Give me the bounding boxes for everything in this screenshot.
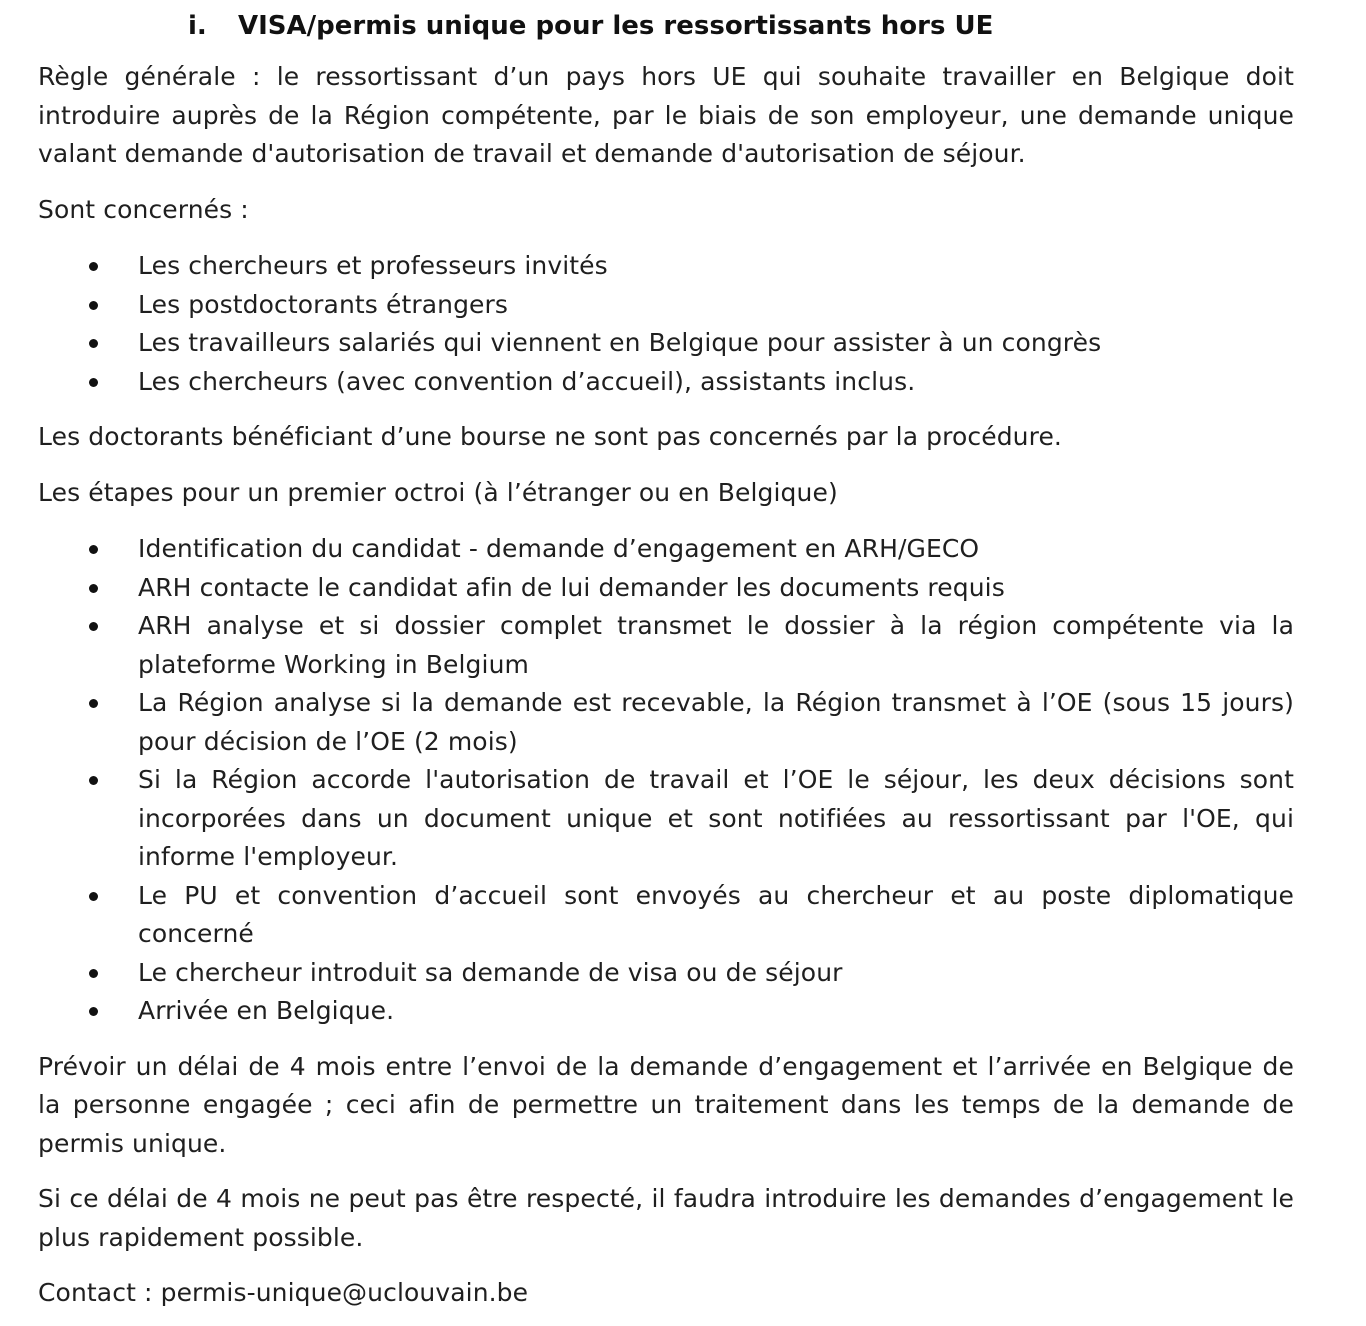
step-item bbox=[38, 992, 1294, 1031]
concerned-item-text: Les chercheurs et professeurs invités bbox=[138, 251, 608, 280]
step-item bbox=[38, 530, 1294, 569]
step-text: ARH contacte le candidat afin de lui demander les documents requis bbox=[138, 572, 1005, 602]
concerned-item bbox=[38, 324, 1294, 363]
section-title: VISA/permis unique pour les ressortissants hors UE bbox=[238, 11, 994, 41]
steps-label: Les étapes pour un premier octroi (à l’étranger ou en Belgique) bbox=[38, 477, 838, 507]
bullet-icon bbox=[89, 301, 98, 310]
bullet-icon bbox=[89, 892, 98, 901]
section-heading bbox=[188, 6, 1294, 46]
concerned-item bbox=[38, 363, 1294, 402]
step-text: Le PU et convention d’accueil sont envoyés au chercheur et au poste diplomatique concerné bbox=[138, 880, 1294, 948]
step-item bbox=[38, 684, 1294, 761]
concerned-label: Sont concernés : bbox=[38, 194, 249, 224]
concerned-item-text: Les chercheurs (avec convention d’accueil), assistants inclus. bbox=[138, 366, 916, 396]
step-item bbox=[38, 569, 1294, 608]
step-item bbox=[38, 761, 1294, 877]
step-item bbox=[38, 877, 1294, 954]
bullet-icon bbox=[89, 776, 98, 785]
bullet-icon bbox=[89, 584, 98, 593]
step-text: Si la Région accorde l'autorisation de travail et l’OE le séjour, les deux décisions sont incorporées dans un document unique et sont notifiées au ressortissant par l'OE, qui informe l'employeur. bbox=[138, 765, 1294, 871]
bullet-icon bbox=[89, 969, 98, 978]
bullet-icon bbox=[89, 339, 98, 348]
step-text: Le chercheur introduit sa demande de visa ou de séjour bbox=[138, 957, 843, 987]
steps-list bbox=[38, 530, 1294, 1031]
intro-paragraph: Règle générale : le ressortissant d’un pays hors UE qui souhaite travailler en Belgique doit introduire auprès de la Région compétente, par le biais de son employeur, une demande unique valant demande d'autorisation de travail et demande d'autorisation de séjour. bbox=[38, 62, 1294, 168]
step-text: La Région analyse si la demande est recevable, la Région transmet à l’OE (sous 15 jours) pour décision de l’OE (2 mois) bbox=[138, 688, 1294, 756]
bullet-icon bbox=[89, 622, 98, 631]
contact-email-link[interactable]: permis-unique@uclouvain.be bbox=[160, 1278, 529, 1307]
concerned-list bbox=[38, 247, 1294, 401]
delay-fallback-paragraph: Si ce délai de 4 mois ne peut pas être respecté, il faudra introduire les demandes d’engagement le plus rapidement possible. bbox=[38, 1184, 1294, 1252]
section-number: i. bbox=[188, 11, 207, 41]
bullet-icon bbox=[89, 378, 98, 387]
exclusion-paragraph: Les doctorants bénéficiant d’une bourse ne sont pas concernés par la procédure. bbox=[38, 422, 1062, 451]
step-item bbox=[38, 607, 1294, 684]
contact-line bbox=[38, 1274, 1294, 1313]
step-text: Arrivée en Belgique. bbox=[138, 996, 395, 1025]
bullet-icon bbox=[89, 1007, 98, 1016]
concerned-item bbox=[38, 286, 1294, 325]
contact-label: Contact : bbox=[38, 1278, 153, 1307]
step-text: Identification du candidat - demande d’engagement en ARH/GECO bbox=[138, 534, 980, 563]
bullet-icon bbox=[89, 545, 98, 554]
concerned-item-text: Les travailleurs salariés qui viennent en Belgique pour assister à un congrès bbox=[138, 328, 1102, 357]
step-item bbox=[38, 954, 1294, 993]
step-text: ARH analyse et si dossier complet transmet le dossier à la région compétente via la plateforme Working in Belgium bbox=[138, 611, 1294, 679]
bullet-icon bbox=[89, 699, 98, 708]
bullet-icon bbox=[89, 262, 98, 271]
delay-paragraph: Prévoir un délai de 4 mois entre l’envoi de la demande d’engagement et l’arrivée en Belgique de la personne engagée ; ceci afin de permettre un traitement dans les temps de la demande de permis unique. bbox=[38, 1051, 1294, 1158]
concerned-item-text: Les postdoctorants étrangers bbox=[138, 289, 509, 319]
concerned-item bbox=[38, 247, 1294, 286]
